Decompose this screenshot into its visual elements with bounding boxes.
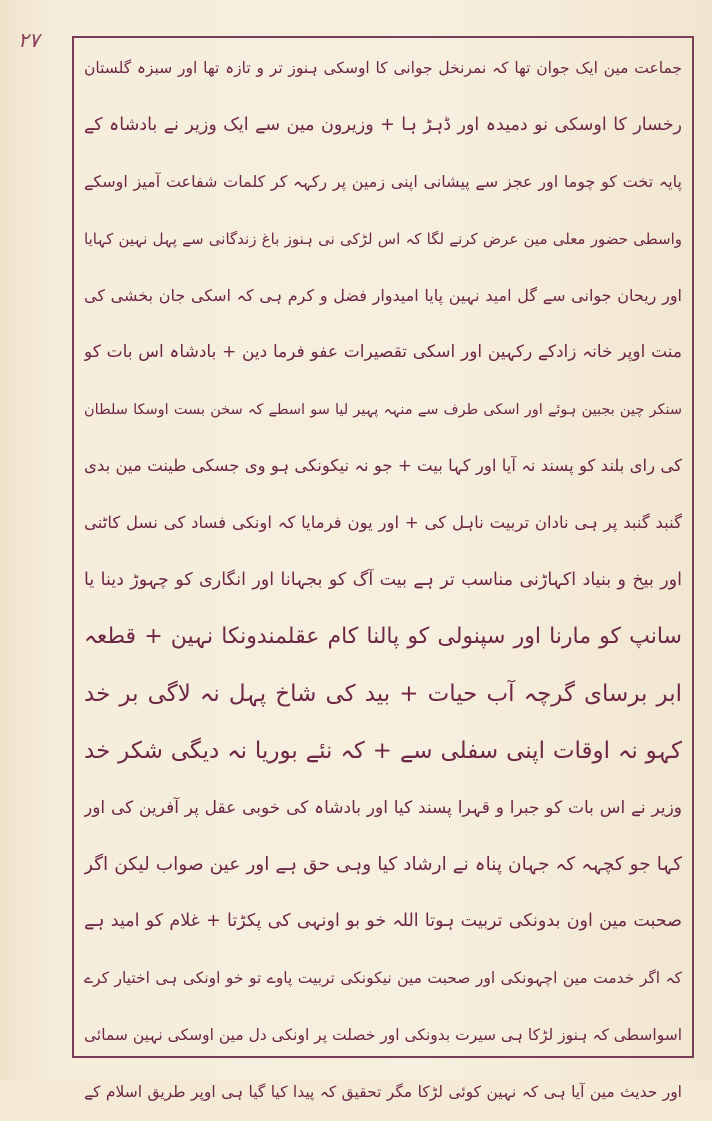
- text-line: وزیر نے اس بات کو جبرا و قہرا پسند کیا اور بادشاہ کی خوبی عقل پر آفرین کی اور: [84, 797, 682, 818]
- text-line: اور حدیث مین آیا ہی کہ نہین کوئی لڑکا مگر تحقیق کہ پیدا کیا گیا ہی اوپر طریق اسلام کے: [84, 1082, 682, 1101]
- page-number: ۲۷: [18, 28, 40, 52]
- text-line: کہا جو کچہہ کہ جہان پناہ نے ارشاد کیا وہی حق ہے اور عین صواب لیکن اگر: [84, 853, 682, 875]
- text-line: منت اوپر خانہ زادکے رکہین اور اسکی تقصیرات عفو فرما دین + بادشاہ اس بات کو: [84, 342, 682, 363]
- text-line: گنبد گنبد پر ہی نادان تربیت ناہل کی + اور یون فرمایا کہ اونکی فساد کی نسل کاٹنی: [84, 513, 682, 533]
- text-line: کہ اگر خدمت مین اچہونکی اور صحبت مین نیکونکی تربیت پاوے تو خو اونکی ہی اختیار کرے: [84, 968, 682, 987]
- text-line: ابر برسای گرچہ آب حیات + بید کی شاخ پہل نہ لاگی بر خد: [84, 680, 682, 707]
- text-line: صحبت مین اون بدونکی تربیت ہوتا اللہ خو بو اونہی کی پکڑتا + غلام کو امید ہے: [84, 911, 682, 932]
- text-line: پایہ تخت کو چوما اور عجز سے پیشانی اپنی زمین پر رکہہ کر کلمات شفاعت آمیز اوسکے: [84, 172, 682, 192]
- text-line: سنکر چین بجبین ہوئے اور اسکی طرف سے منہہ پہیر لیا سو اسطے کہ سخن بست اوسکا سلطان: [84, 401, 682, 418]
- text-line: کہو نہ اوقات اپنی سفلی سے + کہ نئے بوریا نہ دیگی شکر خد: [84, 737, 682, 764]
- text-line: جماعت مین ایک جوان تھا کہ نمرنخل جوانی کا اوسکی ہنوز تر و تازہ تھا اور سبزہ گلستان: [84, 58, 682, 77]
- text-line: واسطی حضور معلی مین عرض کرنے لگا کہ اس لڑکی نی ہنوز باغ زندگانی سے پہل نہین کہایا: [84, 229, 682, 248]
- text-line: کی رای بلند کو پسند نہ آیا اور کہا بیت + جو نہ نیکونکی ہو وی جسکی طینت مین بدی: [84, 456, 682, 476]
- text-line: سانپ کو مارنا اور سپنولی کو پالنا کام عقلمندونکا نہین + قطعہ: [84, 624, 682, 650]
- text-line: رخسار کا اوسکی نو دمیدہ اور ڈہڑ ہا + وزیرون مین سے ایک وزیر نے بادشاہ کے: [84, 114, 682, 135]
- text-line: اور بیخ و بنیاد اکہاڑنی مناسب تر ہے بیت آگ کو بجہانا اور انگاری کو چہوڑ دینا یا: [84, 569, 682, 590]
- text-line: اسواسطی کہ ہنوز لڑکا ہی سیرت بدونکی اور خصلت پر اونکی دل مین اوسکی نہین سمائی: [84, 1025, 682, 1044]
- text-line: اور ریحان جوانی سے گل امید نہین پایا امیدوار فضل و کرم ہی کہ اسکی جان بخشی کی: [84, 286, 682, 305]
- text-block: [84, 40, 682, 1121]
